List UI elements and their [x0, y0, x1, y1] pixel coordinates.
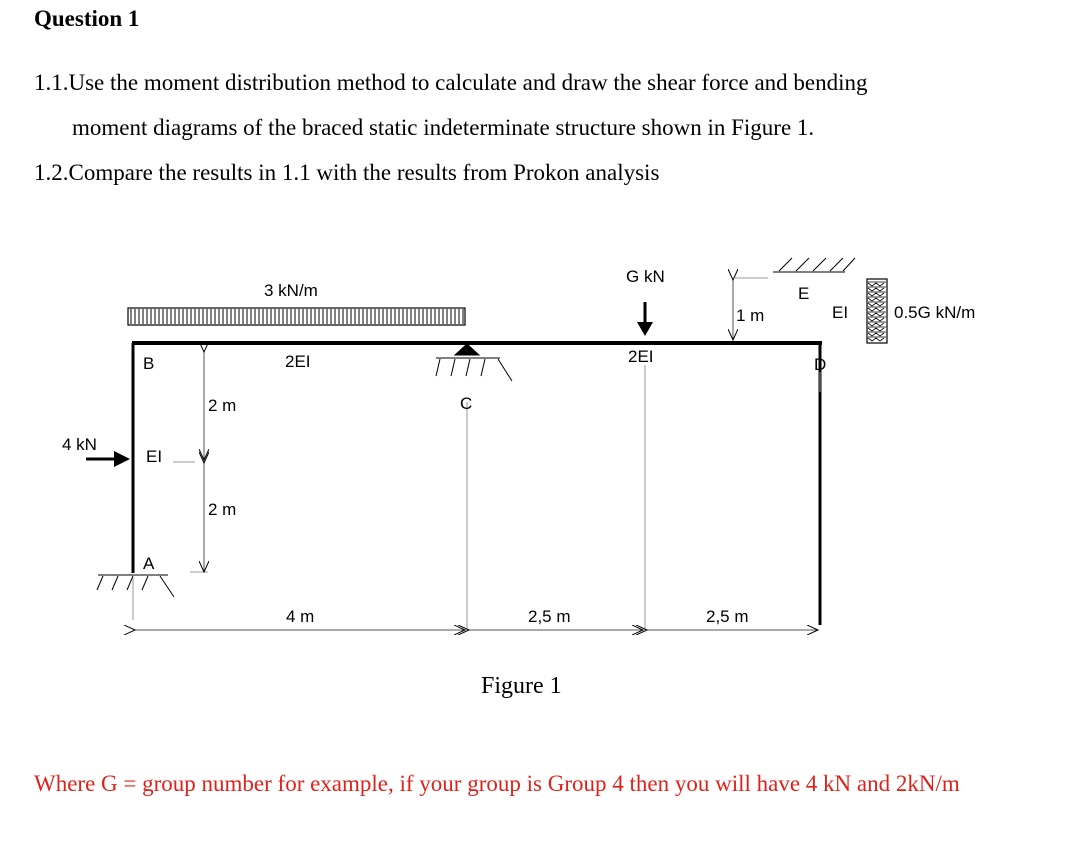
label-point-load: G kN [626, 267, 665, 286]
question-1-2: 1.2.Compare the results in 1.1 with the results from Prokon analysis [34, 160, 660, 185]
label-stiffness-cd: 2EI [628, 347, 654, 366]
label-span-cg: 2,5 m [528, 607, 571, 626]
question-1-1-line2: moment diagrams of the braced static indeterminate structure shown in Figure 1. [72, 115, 815, 140]
label-dim-ab-top: 2 m [208, 396, 237, 415]
label-node-a: A [143, 554, 155, 573]
label-stiffness-de: EI [832, 303, 849, 322]
question-title: Question 1 [34, 6, 140, 31]
label-node-d: D [814, 355, 827, 374]
label-dim-ab-bottom: 2 m [208, 500, 237, 519]
fixed-support-a [97, 575, 174, 597]
wall-load-patch [867, 279, 887, 343]
label-udl-bc: 3 kN/m [264, 281, 318, 300]
reference-lines [133, 278, 820, 630]
fixed-support-e [773, 258, 855, 272]
label-dim-de: 1 m [736, 306, 765, 325]
label-node-b: B [143, 354, 155, 373]
label-stiffness-ab: EI [146, 447, 163, 466]
group-note: Where G = group number for example, if your group is Group 4 then you will have 4 kN and 2kN/m [34, 771, 960, 796]
label-wall-load: 0.5G kN/m [894, 303, 976, 322]
udl-strip [128, 308, 465, 325]
figure-caption: Figure 1 [481, 673, 562, 699]
label-span-gd: 2,5 m [706, 607, 749, 626]
label-span-bc: 4 m [286, 607, 315, 626]
pin-support-c [436, 344, 512, 381]
label-node-e: E [798, 284, 810, 303]
point-load-arrow [637, 302, 653, 336]
label-node-c: C [460, 394, 473, 413]
question-1-1-line1: 1.1.Use the moment distribution method to calculate and draw the shear force and bending [34, 70, 868, 95]
label-force-left: 4 kN [62, 435, 97, 454]
label-stiffness-bc: 2EI [285, 352, 311, 371]
